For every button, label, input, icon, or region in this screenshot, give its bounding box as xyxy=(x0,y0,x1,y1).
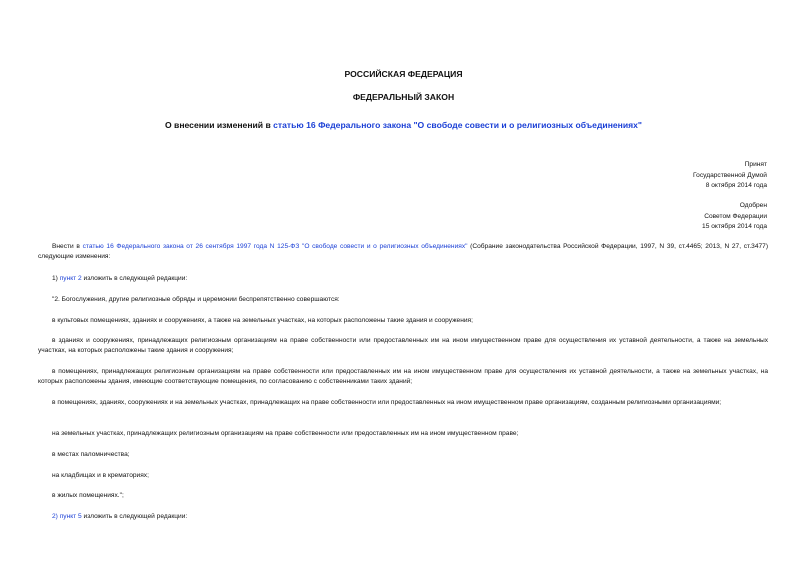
accepted-date: 8 октября 2014 года xyxy=(705,182,767,189)
title-prefix: О внесении изменений в xyxy=(164,120,274,130)
approved-body: Советом Федерации xyxy=(704,212,767,220)
paragraph-pilgrimage: в местах паломничества; xyxy=(52,451,130,458)
intro-law-link[interactable]: статью 16 Федерального закона от 26 сентября 1997 года N 125-ФЗ "О свободе совести и о религиозных объединениях" xyxy=(82,243,468,250)
adoption-accepted-block xyxy=(693,160,767,192)
intro-paragraph xyxy=(38,242,768,262)
country-heading: РОССИЙСКАЯ ФЕДЕРАЦИЯ xyxy=(344,69,463,79)
accepted-body: Государственной Думой xyxy=(693,171,767,179)
paragraph-land: на земельных участках, принадлежащих религиозным организациям на праве собственности или предоставленных им на ином имущественном праве; xyxy=(52,430,519,437)
title-article-link[interactable]: статью 16 Федерального закона "О свободе совести и о религиозных объединениях" xyxy=(273,120,643,130)
item-1-text: изложить в следующей редакции: xyxy=(81,275,188,282)
law-title xyxy=(0,120,807,131)
approved-label: Одобрен xyxy=(739,202,767,209)
intro-prefix: Внести в xyxy=(52,243,83,250)
item-2-link[interactable]: пункт 5 xyxy=(59,513,82,520)
accepted-label: Принят xyxy=(744,161,767,168)
paragraph-owned-buildings: в зданиях и сооружениях, принадлежащих религиозным организациям на праве собственности или предоставленных им на ином имущественном праве для осуществления их уставной деятельности, а также на земельных участках, на которых расположены такие здания и сооружения; xyxy=(38,337,768,354)
paragraph-cult-buildings: в культовых помещениях, зданиях и сооружениях, а также на земельных участках, на которых расположены такие здания и сооружения; xyxy=(52,317,473,324)
law-type-heading: ФЕДЕРАЛЬНЫЙ ЗАКОН xyxy=(352,92,455,102)
item-1-link[interactable]: пункт 2 xyxy=(59,275,82,282)
item-2-text: изложить в следующей редакции: xyxy=(81,513,188,520)
paragraph-organizations: в помещениях, зданиях, сооружениях и на земельных участках, принадлежащих на праве собственности или предоставленных на ином имущественном праве организациям, созданным религиозными организациями; xyxy=(52,399,722,406)
item-2-number: 2) xyxy=(52,513,60,520)
item-2 xyxy=(38,512,768,522)
intro-suffix: (Собрание законодательства Российской Федерации, 1997, N 39, ст.4465; 2013, N 27, ст.3477) следующие изменения: xyxy=(38,243,769,260)
item-1 xyxy=(38,274,768,284)
paragraph-2-intro: "2. Богослужения, другие религиозные обряды и церемонии беспрепятственно совершаются: xyxy=(52,296,340,303)
paragraph-premises: в помещениях, принадлежащих религиозным организациям на праве собственности или предоставленных им на ином имущественном праве для осуществления их уставной деятельности, а также на земельных участках, на которых расположены здания, имеющие соответствующие помещения, по согласованию с собственниками таких зданий; xyxy=(38,368,768,385)
paragraph-cemeteries: на кладбищах и в крематориях; xyxy=(52,472,149,479)
paragraph-residential: в жилых помещениях."; xyxy=(52,492,124,499)
item-1-number: 1) xyxy=(52,275,60,282)
adoption-approved-block xyxy=(702,201,767,233)
approved-date: 15 октября 2014 года xyxy=(702,223,767,230)
